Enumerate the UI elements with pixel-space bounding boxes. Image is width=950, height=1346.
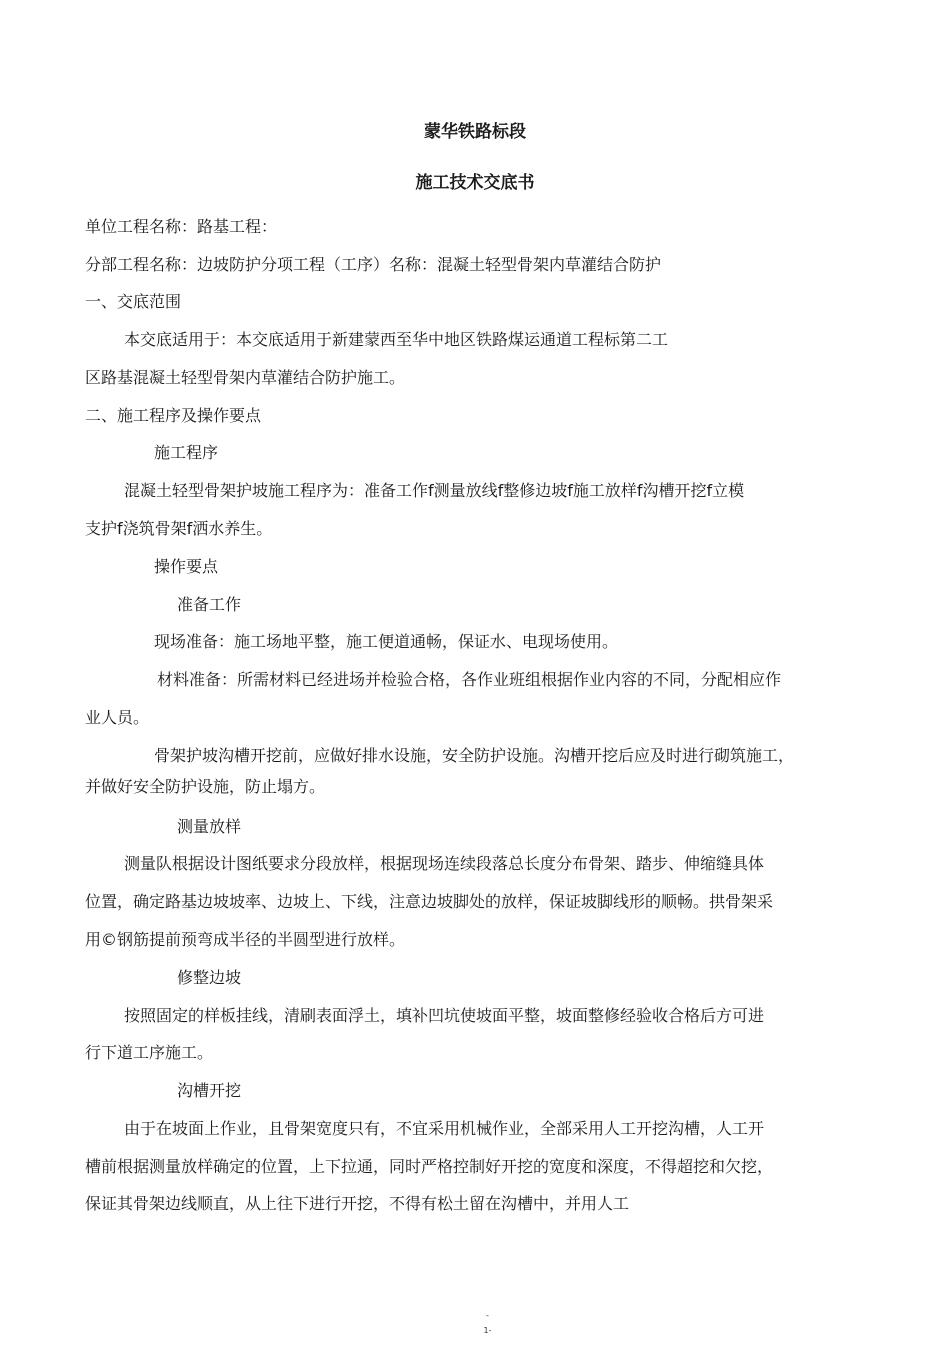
material-prep-line-1: 材料准备：所需材料已经进场并检验合格，各作业班组根据作业内容的不同，分配相应作 <box>157 670 782 689</box>
material-prep-line-2: 业人员。 <box>85 708 150 727</box>
scope-line-2: 区路基混凝土轻型骨架内草灌结合防护施工。 <box>85 368 406 387</box>
trench-line-2: 槽前根据测量放样确定的位置，上下拉通，同时严格控制好开挖的宽度和深度，不得超挖和欠挖， <box>85 1157 774 1176</box>
footer-mark: - <box>486 1311 489 1320</box>
document-title: 蒙华铁路标段 <box>424 122 526 142</box>
section-2-heading: 二、施工程序及操作要点 <box>85 406 262 425</box>
procedure-line-2: 支护f浇筑骨架f洒水养生。 <box>85 519 273 538</box>
trim-heading: 修整边坡 <box>177 968 242 987</box>
drainage-line-2: 并做好安全防护设施，防止塌方。 <box>85 777 326 796</box>
trench-line-1: 由于在坡面上作业，且骨架宽度只有，不宜采用机械作业，全部采用人工开挖沟槽，人工开 <box>124 1119 765 1138</box>
prep-heading: 准备工作 <box>177 595 242 614</box>
scope-line-1: 本交底适用于：本交底适用于新建蒙西至华中地区铁路煤运通道工程标第二工 <box>124 330 669 349</box>
survey-line-3: 用©钢筋提前预弯成半径的半圆型进行放样。 <box>85 930 406 949</box>
survey-line-2: 位置，确定路基边坡坡率、边坡上、下线，注意边坡脚处的放样，保证坡脚线形的顺畅。拱骨架采 <box>85 892 774 911</box>
document-subtitle: 施工技术交底书 <box>415 173 535 193</box>
section-1-heading: 一、交底范围 <box>85 292 182 311</box>
procedure-line-1: 混凝土轻型骨架护坡施工程序为：准备工作f测量放线f整修边坡f施工放样f沟槽开挖f立模 <box>124 481 745 500</box>
sub-project-line: 分部工程名称：边坡防护分项工程（工序）名称：混凝土轻型骨架内草灌结合防护 <box>85 255 662 274</box>
page-number: 1- <box>483 1326 492 1335</box>
trench-heading: 沟槽开挖 <box>177 1081 242 1100</box>
trim-line-2: 行下道工序施工。 <box>85 1043 214 1062</box>
survey-heading: 测量放样 <box>177 817 242 836</box>
procedure-heading: 施工程序 <box>154 443 219 462</box>
site-prep-line: 现场准备：施工场地平整，施工便道通畅，保证水、电现场使用。 <box>154 632 619 651</box>
key-points-heading: 操作要点 <box>154 557 219 576</box>
unit-project-line: 单位工程名称：路基工程： <box>85 217 278 236</box>
trench-line-3: 保证其骨架边线顺直，从上往下进行开挖，不得有松土留在沟槽中，并用人工 <box>85 1194 630 1213</box>
survey-line-1: 测量队根据设计图纸要求分段放样，根据现场连续段落总长度分布骨架、踏步、伸缩缝具体 <box>124 854 765 873</box>
trim-line-1: 按照固定的样板挂线，清刷表面浮土，填补凹坑使坡面平整，坡面整修经验收合格后方可进 <box>124 1006 765 1025</box>
drainage-line-1: 骨架护坡沟槽开挖前，应做好排水设施，安全防护设施。沟槽开挖后应及时进行砌筑施工， <box>154 746 795 765</box>
